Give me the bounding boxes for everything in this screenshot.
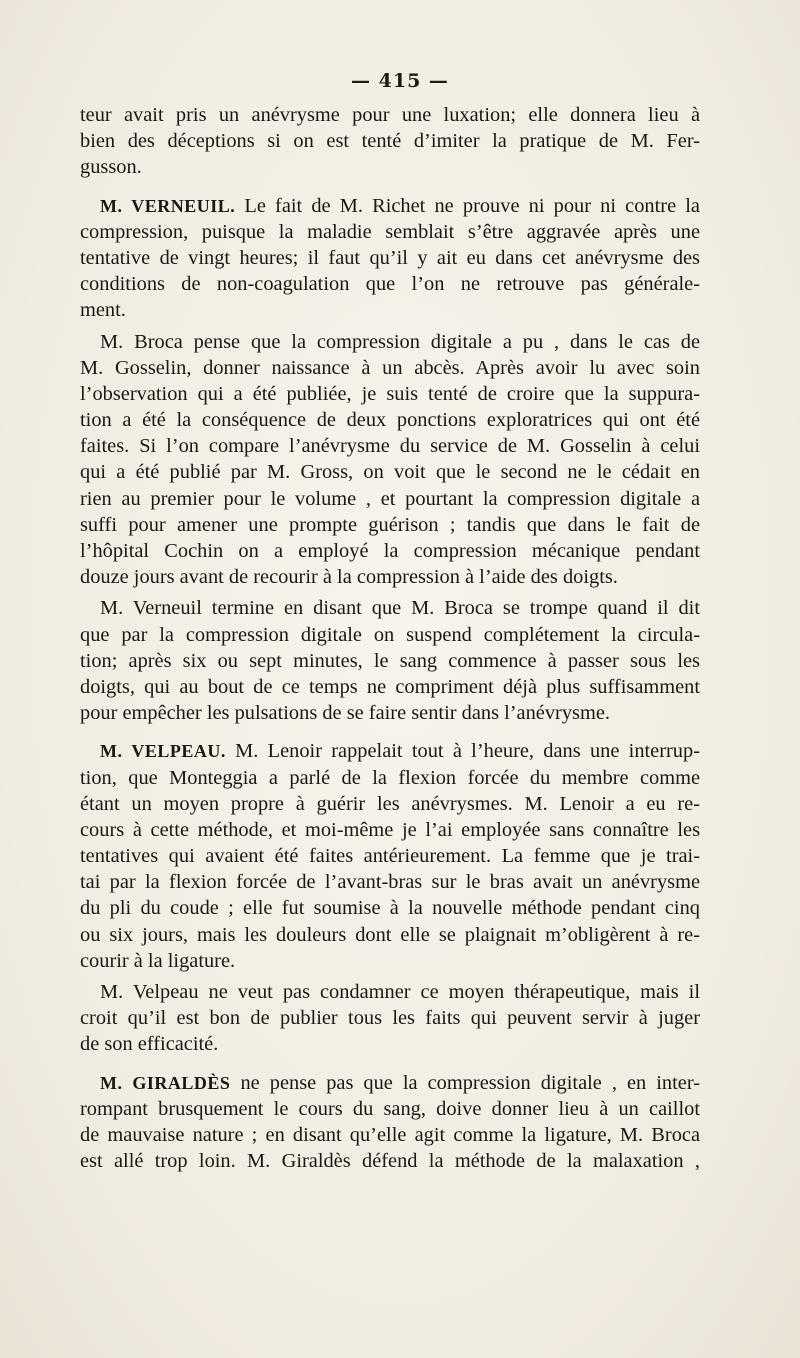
text-line: croit qu’il est bon de publier tous les faits qui peuvent servir à juger — [80, 1007, 700, 1030]
paragraph-verneuil-reply — [80, 595, 700, 726]
text-line-content: Le fait de M. Richet ne prouve ni pour ni contre la — [244, 194, 700, 217]
text-line: de son efficacité. — [80, 1033, 219, 1056]
text-line: ment. — [80, 299, 126, 322]
paragraph-velpeau-conclusion — [80, 979, 700, 1058]
text-line: conditions de non-coagulation que l’on ne retrouve pas générale- — [80, 273, 700, 296]
text-line: l’observation qui a été publiée, je suis tenté de croire que la suppura- — [80, 382, 700, 405]
text-line: l’hôpital Cochin on a employé la compression mécanique pendant — [80, 540, 700, 562]
text-line: suffi pour amener une prompte guérison ; tandis que dans le fait de — [80, 513, 700, 536]
text-line: tentatives qui avaient été faites antérieurement. La femme que je trai- — [80, 845, 700, 868]
text-line: douze jours avant de recourir à la compression à l’aide des doigts. — [80, 566, 618, 589]
text-line: de mauvaise nature ; en disant qu’elle agit comme la ligature, M. Broca — [80, 1123, 700, 1146]
text-line: qui a été publié par M. Gross, on voit que le second ne le cédait en — [80, 461, 700, 484]
text-line: doigts, qui au bout de ce temps ne compriment déjà plus suffisamment — [80, 675, 700, 698]
speaker-name: M. VELPEAU. — [100, 741, 226, 762]
text-line: tai par la flexion forcée de l’avant-bras sur le bras avait un anévrysme — [80, 871, 700, 894]
page-number: — 415 — — [351, 70, 449, 92]
text-line: faites. Si l’on compare l’anévrysme du service de M. Gosselin à celui — [80, 435, 700, 458]
text-line: rompant brusquement le cours du sang, doive donner lieu à un caillot — [80, 1097, 700, 1120]
text-line: M. Velpeau ne veut pas condamner ce moyen thérapeutique, mais il — [100, 981, 700, 1003]
text-line: étant un moyen propre à guérir les anévrysmes. M. Lenoir a eu re- — [80, 792, 700, 815]
text-line-content: M. Lenoir rappelait tout à l’heure, dans une interrup- — [235, 740, 700, 763]
text-line: est allé trop loin. M. Giraldès défend la méthode de la malaxation , — [80, 1150, 700, 1173]
paragraph-verneuil — [80, 193, 700, 324]
paragraph-velpeau — [80, 738, 700, 974]
text-line — [80, 1070, 700, 1096]
text-line: M. Broca pense que la compression digitale a pu , dans le cas de — [100, 330, 700, 353]
text-line: tion; après six ou sept minutes, le sang commence à passer sous les — [80, 649, 700, 672]
text-line: cours à cette méthode, et moi-même je l’ai employée sans connaître les — [80, 818, 700, 841]
text-line: teur avait pris un anévrysme pour une luxation; elle donnera lieu à — [80, 104, 700, 126]
text-line: rien au premier pour le volume , et pourtant la compression digitale a — [80, 487, 700, 510]
text-line: tentative de vingt heures; il faut qu’il y ait eu dans cet anévrysme des — [80, 246, 700, 269]
text-line: compression, puisque la maladie semblait s’être aggravée après une — [80, 220, 700, 243]
speaker-name: M. VERNEUIL. — [100, 195, 236, 216]
text-line: tion a été la conséquence de deux ponctions exploratrices qui ont été — [80, 409, 700, 432]
text-line: que par la compression digitale on suspend complétement la circula- — [80, 623, 700, 646]
text-line: bien des déceptions si on est tenté d’imiter la pratique de M. Fer- — [80, 130, 700, 153]
text-line-content: ne pense pas que la compression digitale , en inter- — [240, 1071, 701, 1094]
text-line: M. Verneuil termine en disant que M. Broca se trompe quand il dit — [100, 597, 700, 620]
text-line — [80, 738, 700, 764]
text-line: pour empêcher les pulsations de se faire sentir dans l’anévrysme. — [80, 702, 610, 725]
paragraph-broca — [80, 329, 700, 591]
text-line: courir à la ligature. — [80, 949, 236, 972]
speaker-name: M. GIRALDÈS — [100, 1072, 231, 1093]
text-line: gusson. — [80, 156, 142, 179]
text-line: ou six jours, mais les douleurs dont elle se plaignait m’obligèrent à re- — [80, 923, 700, 946]
text-line: du pli du coude ; elle fut soumise à la nouvelle méthode pendant cinq — [80, 897, 700, 920]
body-text — [80, 102, 700, 1174]
paragraph-giraldes — [80, 1070, 700, 1175]
text-line: tion, que Monteggia a parlé de la flexion forcée du membre comme — [80, 766, 700, 789]
text-line: M. Gosselin, donner naissance à un abcès. Après avoir lu avec soin — [80, 356, 700, 379]
paragraph-continuation — [80, 102, 700, 181]
text-line — [80, 193, 700, 219]
